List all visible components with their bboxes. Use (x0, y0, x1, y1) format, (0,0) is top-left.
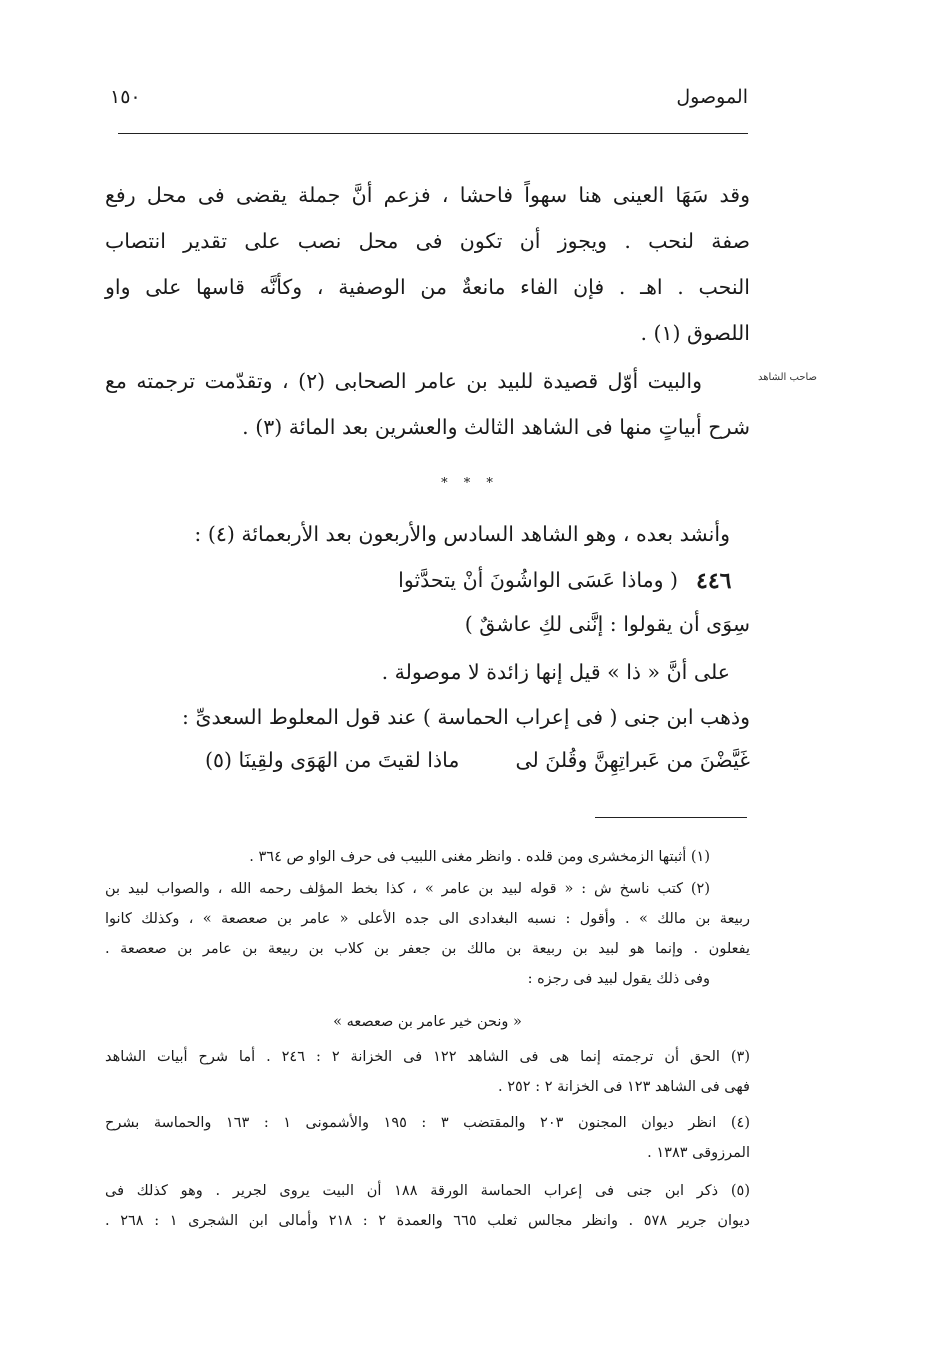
footnote-line: فهى فى الشاهد ١٢٣ فى الخزانة ٢ : ٢٥٢ . (498, 1079, 750, 1095)
text-line: وقد سَهَا العينى هنا سهواً فاحشا ، فزعم أنَّ جملة يقضى فى محل رفع (105, 183, 750, 207)
text-line: شرح أبياتٍ منها فى الشاهد الثالث والعشرين بعد المائة (٣) . (242, 415, 750, 439)
header-rule (118, 133, 748, 134)
poem-left-hemistich: ماذا لقيتَ من الهَوَى ولقِينَا (٥) (205, 748, 460, 772)
footnote-line: (٢) كتب ناسخ ش : « قوله لبيد بن عامر » ، كذا بخط المؤلف رحمه الله ، والصواب لبيد بن (105, 881, 710, 897)
text-line: النحب . اهـ . فإن الفاء مانعةٌ من الوصفية ، وكأنَّه قاسها على واو (105, 275, 750, 299)
text-line: والبيت أوّل قصيدة للبيد بن عامر الصحابى (٢) ، وتقدّمت ترجمته مع (105, 369, 703, 393)
text-line: اللصوق (١) . (640, 321, 750, 345)
footnote-verse: « ونحن خير عامر بن صعصعه » (333, 1014, 522, 1030)
text-line: صفة لنحب . ويجوز أن تكون فى محل نصب على تقدير انتصاب (105, 229, 750, 253)
footnote-3 (105, 1042, 750, 1102)
footnote-1 (105, 842, 750, 872)
footnote-line: وفى ذلك يقول لبيد فى رجزه : (527, 971, 710, 987)
paragraph-2 (105, 358, 750, 450)
verse-first-hemistich: ( وماذا عَسَى الواشُونَ أنْ يتحدَّثوا (398, 568, 678, 592)
poem-right-hemistich: غَيَّضْنَ من عَبراتِهِنَّ وقُلنَ لى (515, 748, 750, 772)
footnote-line: المرزوقى ١٣٨٣ . (647, 1145, 750, 1161)
intro-line: وأنشد بعده ، وهو الشاهد السادس والأربعون بعد الأربعمائة (٤) : (194, 522, 730, 546)
footnote-line: (١) أثبتها الزمخشرى ومن قلده . وانظر مغنى اللبيب فى حرف الواو ص ٣٦٤ . (249, 849, 710, 865)
text-line: وذهب ابن جنى ( فى إعراب الحماسة ) عند قول المعلوط السعدىِّ : (182, 705, 750, 729)
footnote-line: (٤) انظر ديوان المجنون ٢٠٣ والمقتضب ٣ : ١٩٥ والأشمونى ١ : ١٦٣ والحماسة بشرح (105, 1115, 750, 1131)
paragraph-1 (105, 172, 750, 356)
section-separator: * * * (441, 476, 499, 491)
shahid-number: ٤٤٦ (696, 568, 732, 594)
footnote-line: ربيعة بن مالك » . وأقول : نسبه البغدادى الى جده الأعلى « عامر بن صعصعة » ، وكذلك كانوا (105, 911, 750, 927)
verse-second-hemistich: سِوَى أن يقولوا : إنَّنى لكِ عاشقٌ ) (464, 612, 750, 636)
footnote-line: ديوان جرير ٥٧٨ . وانظر مجالس ثعلب ٦٦٥ والعمدة ٢ : ٢١٨ وأمالى ابن الشجرى ١ : ٢٦٨ . (105, 1213, 750, 1229)
text-line: على أنَّ « ذا » قيل إنها زائدة لا موصولة . (381, 660, 730, 684)
running-title: الموصول (676, 86, 748, 108)
page-number: ١٥٠ (110, 86, 141, 108)
running-header (110, 86, 748, 120)
margin-note: صاحب الشاهد (758, 372, 818, 383)
footnote-2 (105, 874, 750, 994)
footnote-line: يفعلون . وإنما هو لبيد بن ربيعة بن مالك بن جعفر بن كلاب بن ربيعة بن عامر بن صعصعة . (105, 941, 750, 957)
footnote-4 (105, 1108, 750, 1168)
footnote-5 (105, 1176, 750, 1236)
footnote-line: (٣) الحق أن ترجمته إنما هى فى الشاهد ١٢٢ فى الخزانة ٢ : ٢٤٦ . أما شرح أبيات الشاهد (105, 1049, 750, 1065)
footnote-rule (595, 817, 747, 818)
footnote-line: (٥) ذكر ابن جنى فى إعراب الحماسة الورقة ١٨٨ أن البيت يروى لجرير . وهو كذلك فى (105, 1183, 750, 1199)
